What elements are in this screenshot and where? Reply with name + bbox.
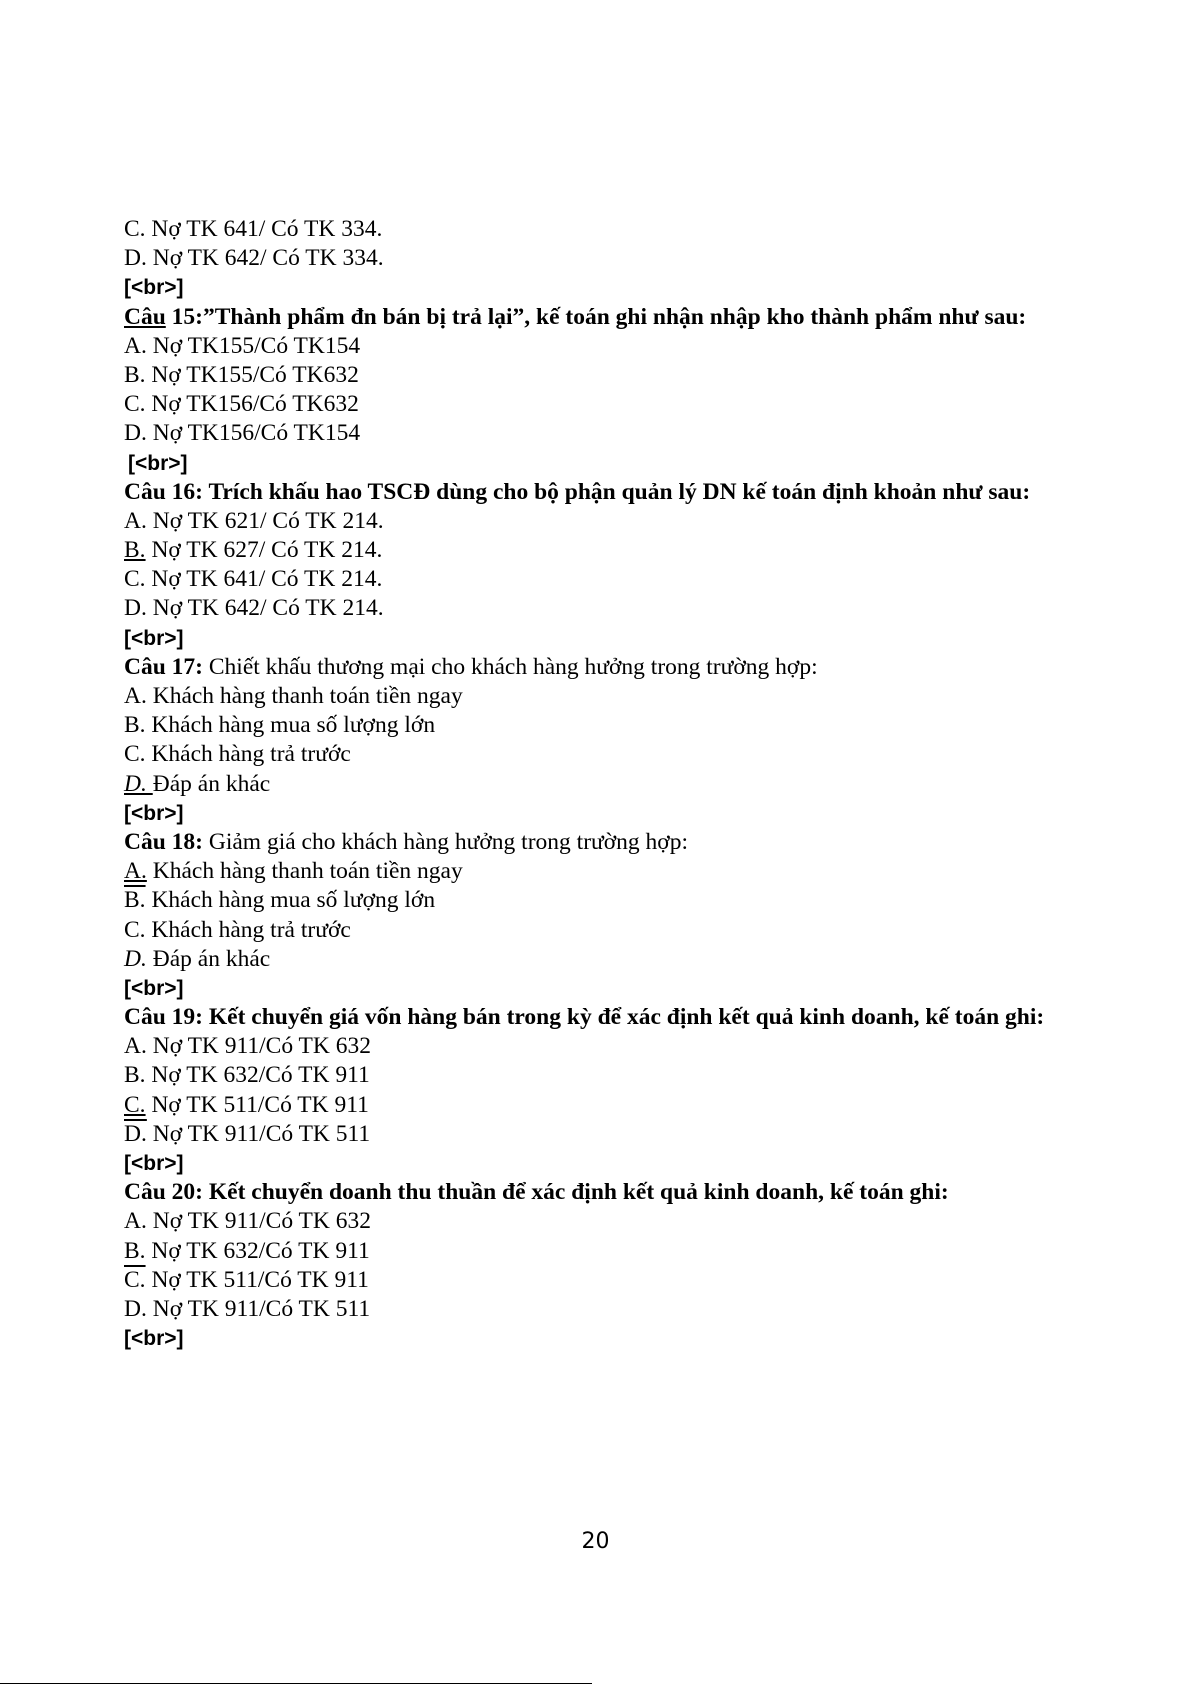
answer-option (124, 1120, 1124, 1149)
option-label: B. (124, 537, 146, 564)
answer-option: B. Nợ TK 632/Có TK 911 (124, 1062, 370, 1089)
answer-option (124, 770, 1124, 799)
option-text: Đáp án khác (146, 945, 271, 972)
question-20: Câu 20: Kết chuyển doanh thu thuần để xác định kết quả kinh doanh, kế toán ghi: (124, 1179, 949, 1206)
answer-option: B. Nợ TK 632/Có TK 911 (124, 1237, 370, 1264)
option-label: B. (124, 887, 146, 914)
br-marker: [<br>] (124, 276, 184, 300)
footer-rule (0, 1683, 592, 1684)
br-marker: [<br>] (124, 1327, 184, 1351)
answer-option: C. Nợ TK 641/ Có TK 214. (124, 566, 383, 593)
answer-option: A. Nợ TK 621/ Có TK 214. (124, 507, 384, 534)
answer-option (124, 1091, 1124, 1120)
answer-option: D. Nợ TK 642/ Có TK 334. (124, 245, 384, 272)
answer-option: C. Khách hàng trả trước (124, 741, 351, 768)
answer-option: C. Khách hàng trả trước (124, 916, 351, 943)
answer-option (124, 886, 1124, 915)
answer-option (124, 945, 1124, 974)
option-text: Nợ TK 911/Có TK 511 (146, 1120, 371, 1147)
question-label: Câu 17: (124, 653, 203, 680)
page-number: 20 (581, 1529, 610, 1554)
answer-option: B. Nợ TK155/Có TK632 (124, 361, 359, 388)
br-marker: [<br>] (124, 626, 184, 650)
option-label: D. (124, 945, 147, 972)
option-label: C. (124, 1091, 146, 1118)
option-label: C. (124, 1266, 146, 1293)
question-label: Câu (124, 303, 166, 330)
br-marker: [<br>] (124, 801, 184, 825)
question-text: Giảm giá cho khách hàng hưởng trong trường hợp: (203, 828, 689, 855)
question-text: Chiết khấu thương mại cho khách hàng hưởng trong trường hợp: (203, 653, 818, 680)
answer-option: D. Nợ TK 642/ Có TK 214. (124, 595, 384, 622)
question-15 (124, 303, 1124, 332)
answer-option: A. Khách hàng thanh toán tiền ngay (124, 683, 463, 709)
question-19: Câu 19: Kết chuyển giá vốn hàng bán trong kỳ để xác định kết quả kinh doanh, kế toán ghi: (124, 1004, 1045, 1031)
br-marker: [<br>] (124, 976, 184, 1000)
document-body (124, 215, 1124, 1353)
option-text: Đáp án khác (152, 770, 271, 797)
option-label: A. (124, 858, 147, 885)
answer-option: A. Nợ TK 911/Có TK 632 (124, 1033, 372, 1060)
option-text: Khách hàng thanh toán tiền ngay (146, 858, 463, 885)
question-label: Câu 18: (124, 828, 203, 855)
answer-option: C. Nợ TK156/Có TK632 (124, 391, 359, 418)
answer-option (124, 536, 1124, 565)
answer-option: A. Nợ TK 911/Có TK 632 (124, 1208, 372, 1235)
option-text: Nợ TK 511/Có TK 911 (145, 1266, 369, 1293)
answer-option (124, 1266, 1124, 1295)
answer-option: B. Khách hàng mua số lượng lớn (124, 712, 436, 739)
answer-option: A. Nợ TK155/Có TK154 (124, 332, 361, 359)
option-label: D. (124, 1120, 147, 1147)
br-marker: [<br>] (124, 1152, 184, 1175)
option-text: Nợ TK 627/ Có TK 214. (145, 537, 383, 564)
option-text: Nợ TK 511/Có TK 911 (145, 1091, 369, 1118)
answer-option: D. Nợ TK156/Có TK154 (124, 420, 361, 447)
option-label: D. (124, 770, 153, 797)
question-16: Câu 16: Trích khấu hao TSCĐ dùng cho bộ phận quản lý DN kế toán định khoản như sau: (124, 478, 1031, 505)
br-marker: [<br>] (128, 451, 188, 475)
question-text: 15:”Thành phẩm đn bán bị trả lại”, kế toán ghi nhận nhập kho thành phẩm như sau: (165, 303, 1027, 330)
question-18 (124, 828, 1124, 857)
question-17 (124, 653, 1124, 682)
option-text: Khách hàng mua số lượng lớn (145, 887, 436, 914)
answer-option: D. Nợ TK 911/Có TK 511 (124, 1295, 371, 1322)
answer-option: C. Nợ TK 641/ Có TK 334. (124, 216, 383, 242)
answer-option (124, 857, 1124, 886)
